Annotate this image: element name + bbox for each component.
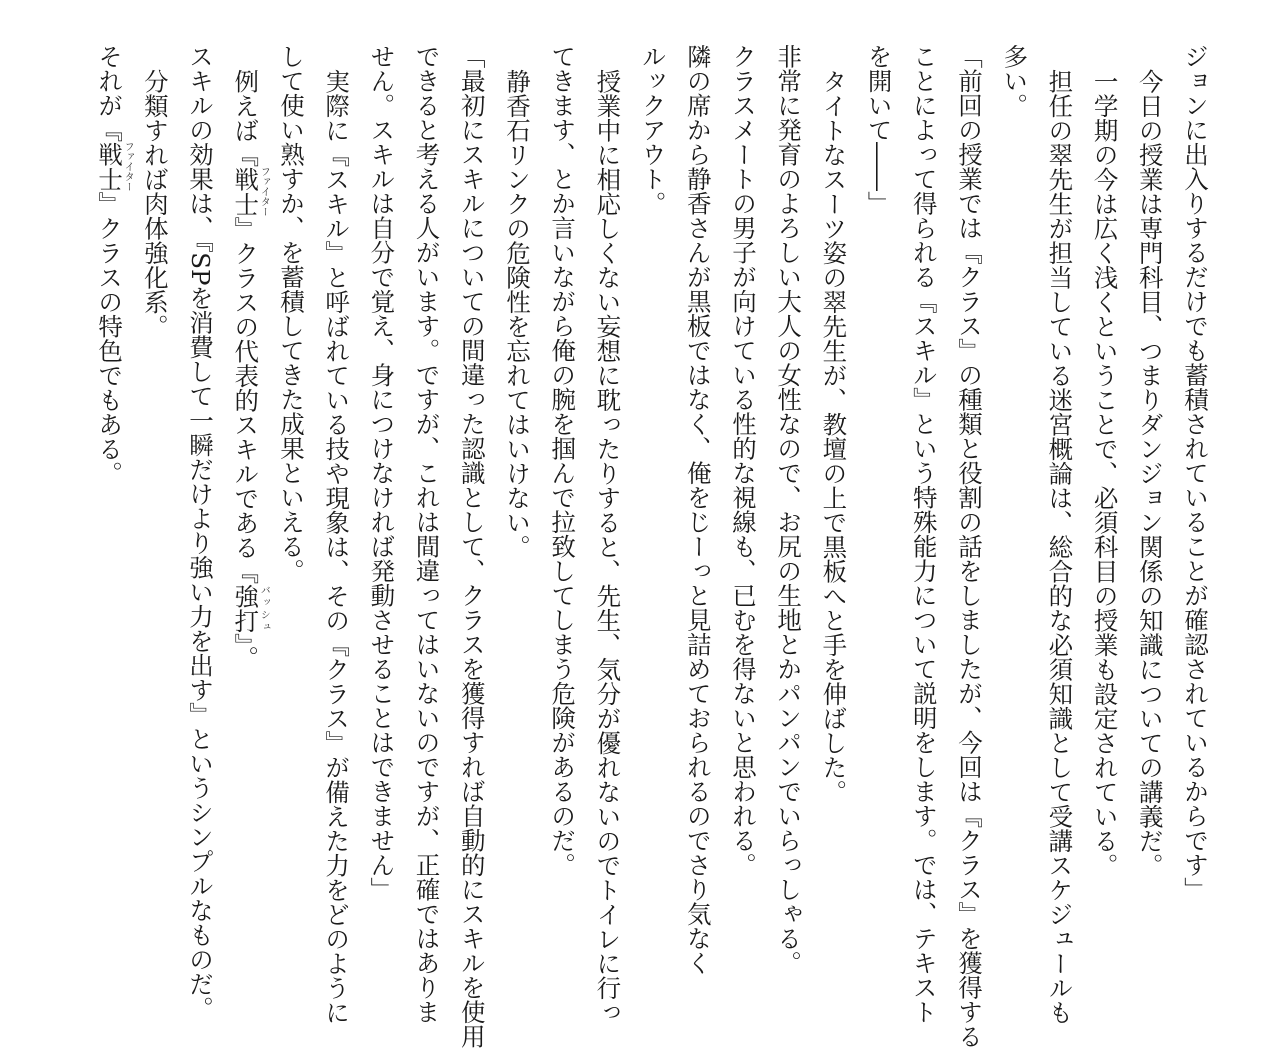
ruby-base: 強打: [231, 583, 261, 633]
text-line: せん。スキルは自分で覚え、身につけなければ発動させることはできません」: [367, 44, 397, 902]
text-line: ことによって得られる『スキル』という特殊能力について説明をします。では、テキスト: [909, 44, 939, 1024]
vertical-text-page: [87, 44, 1218, 1049]
text-line: ルックアウト。: [638, 44, 668, 216]
text-line: タイトなスーツ姿の翠先生が、教壇の上で黒板へと手を伸ばした。: [819, 68, 849, 804]
text-line: 授業中に相応しくない妄想に耽ったりすると、先生、気分が優れないのでトイレに行っ: [593, 68, 623, 1024]
ruby-reading: ファイター: [258, 166, 270, 217]
text-line: 今日の授業は専門科目、つまりダンジョン関係の知識についての講義だ。: [1135, 68, 1165, 877]
text-line: して使い熟すか、を蓄積してきた成果といえる。: [276, 44, 306, 583]
text-line: クラスメートの男子が向けている性的な視線も、已むを得ないと思われる。: [728, 44, 758, 877]
text-segment: それが『: [95, 44, 125, 142]
text-line: 担任の翠先生が担当している迷宮概論は、総合的な必須知識として受講スケジュールも: [1045, 68, 1075, 1024]
ruby-word: [95, 141, 134, 192]
ruby-word: [231, 166, 270, 217]
text-segment: 』クラスの特色でもある。: [95, 191, 125, 486]
text-line: できると考える人がいます。ですが、これは間違ってはいないのですが、正確ではありま: [412, 44, 442, 1024]
text-line-with-ruby: [223, 44, 269, 1034]
text-line: を開いて――」: [864, 44, 894, 216]
text-segment: 』クラスの代表的スキルである『: [231, 216, 261, 584]
text-line: スキルの効果は、『SPを消費して一瞬だけより強い力を出す』というシンプルなものだ。: [186, 44, 216, 1021]
text-line: 「最初にスキルについての間違った認識として、クラスを獲得すれば自動的にスキルを使用: [457, 44, 487, 1049]
text-line-with-ruby: [87, 44, 133, 1034]
ruby-base: 戦士: [231, 166, 261, 217]
text-segment: 』。: [231, 632, 261, 670]
text-line: 一学期の今は広く浅くということで、必須科目の授業も設定されている。: [1090, 68, 1120, 877]
ruby-reading: ファイター: [122, 141, 134, 192]
text-line: 「前回の授業では『クラス』の種類と役割の話をしましたが、今回は『クラス』を獲得する: [954, 44, 984, 1049]
ruby-word: [231, 583, 270, 633]
text-line: 静香石リンクの危険性を忘れてはいけない。: [502, 68, 532, 559]
text-segment: 例えば『: [231, 68, 261, 167]
text-line: ジョンに出入りするだけでも蓄積されていることが確認されているからです」: [1181, 44, 1210, 902]
text-line: てきます、とか言いながら俺の腕を掴んで拉致してしまう危険があるのだ。: [548, 44, 578, 877]
text-line: 非常に発育のよろしい大人の女性なので、お尻の生地とかパンパンでいらっしゃる。: [774, 44, 804, 975]
ruby-reading: バッシュ: [258, 583, 270, 633]
text-line: 多い。: [1000, 44, 1030, 118]
text-line: 分類すれば肉体強化系。: [140, 68, 170, 338]
text-line: 実際に『スキル』と呼ばれている技や現象は、その『クラス』が備えた力をどのように: [322, 68, 352, 1024]
ruby-base: 戦士: [95, 141, 125, 192]
text-line: 隣の席から静香さんが黒板ではなく、俺をじーっと見詰めておられるのでさり気なく: [683, 44, 713, 975]
